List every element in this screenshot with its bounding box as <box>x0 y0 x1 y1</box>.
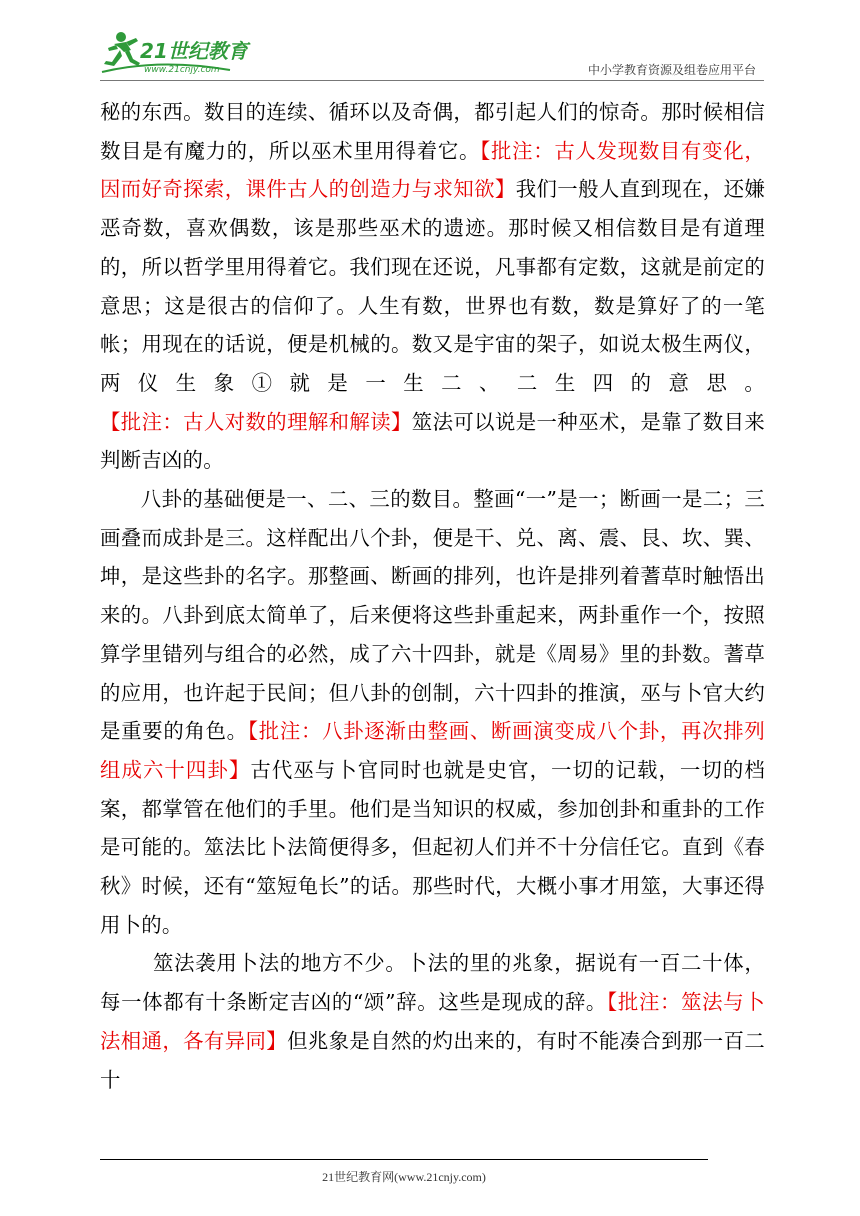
annotation-note: 【批注：古人发现数目有变化，因而好奇探索，课件古人的创造力与求知欲】 <box>100 138 765 202</box>
text-run: 古代巫与卜官同时也就是史官，一切的记载，一切的档案，都掌管在他们的手里。他们是当知识的权威，参加创卦和重卦的工作是可能的。筮法比卜法简便得多，但起初人们并不十分信任它。直到《春秋》时候，还有“筮短龟长”的话。那些时代，大概小事才用筮，大事还得用卜的。 <box>100 757 766 937</box>
running-figure-icon <box>100 28 270 78</box>
logo-text: 21世纪教育 <box>140 39 248 63</box>
logo-url: www.21cnjy.com <box>144 65 220 75</box>
page-footer[interactable]: 21世纪教育网(www.21cnjy.com) <box>322 1170 486 1184</box>
paragraph <box>100 944 765 1099</box>
paragraph <box>100 480 765 944</box>
text-run: 筮法可以说是一种巫术，是靠了数目来判断吉凶的。 <box>100 409 766 473</box>
text-run: 筮法袭用卜法的地方不少。卜法的里的兆象，据说有一百二十体，每一体都有十条断定吉凶的“颂”辞。这些是现成的辞。 <box>100 951 765 1015</box>
page-header <box>100 28 760 80</box>
text-run: 我们一般人直到现在，还嫌恶奇数，喜欢偶数，该是那些巫术的遗迹。那时候又相信数目是有道理的，所以哲学里用得着它。我们现在还说，凡事都有定数，这就是前定的意思；这是很古的信仰了。人生有数，世界也有数，数是算好了的一笔帐；用现在的话说，便是机械的。数又是宇宙的架子，如说太极生两仪，两仪生象①就是一生二、二生四的意思。 <box>100 177 766 395</box>
text-run: 八卦的基础便是一、二、三的数目。整画“一”是一；断画一是二；三画叠而成卦是三。这样配出八个卦，便是干、兑、离、震、艮、坎、巽、坤，是这些卦的名字。那整画、断画的排列，也许是排列着蓍草时触悟出来的。八卦到底太简单了，后来便将这些卦重起来，两卦重作一个，按照算学里错列与组合的必然，成了六十四卦，就是《周易》里的卦数。蓍草的应用，也许起于民间；但八卦的创制，六十四卦的推演，巫与卜官大约是重要的角色。 <box>100 487 765 744</box>
paragraph <box>100 93 765 480</box>
annotation-note: 【批注：八卦逐渐由整画、断画演变成八个卦，再次排列组成六十四卦】 <box>100 719 765 782</box>
platform-name: 中小学教育资源及组卷应用平台 <box>587 63 756 77</box>
document-body <box>100 93 765 1099</box>
annotation-note: 【批注：筮法与卜法相通，各有异同】 <box>100 990 765 1053</box>
text-run: 但兆象是自然的灼出来的，有时不能凑合到那一百二十 <box>100 1028 766 1092</box>
text-run: 秘的东西。数目的连续、循环以及奇偶，都引起人们的惊奇。那时候相信数目是有魔力的，所以巫术里用得着它。 <box>100 100 765 163</box>
footer-divider <box>100 1159 708 1160</box>
site-logo[interactable] <box>100 28 270 78</box>
header-divider <box>100 80 764 81</box>
annotation-note: 【批注：古人对数的理解和解读】 <box>100 409 412 434</box>
